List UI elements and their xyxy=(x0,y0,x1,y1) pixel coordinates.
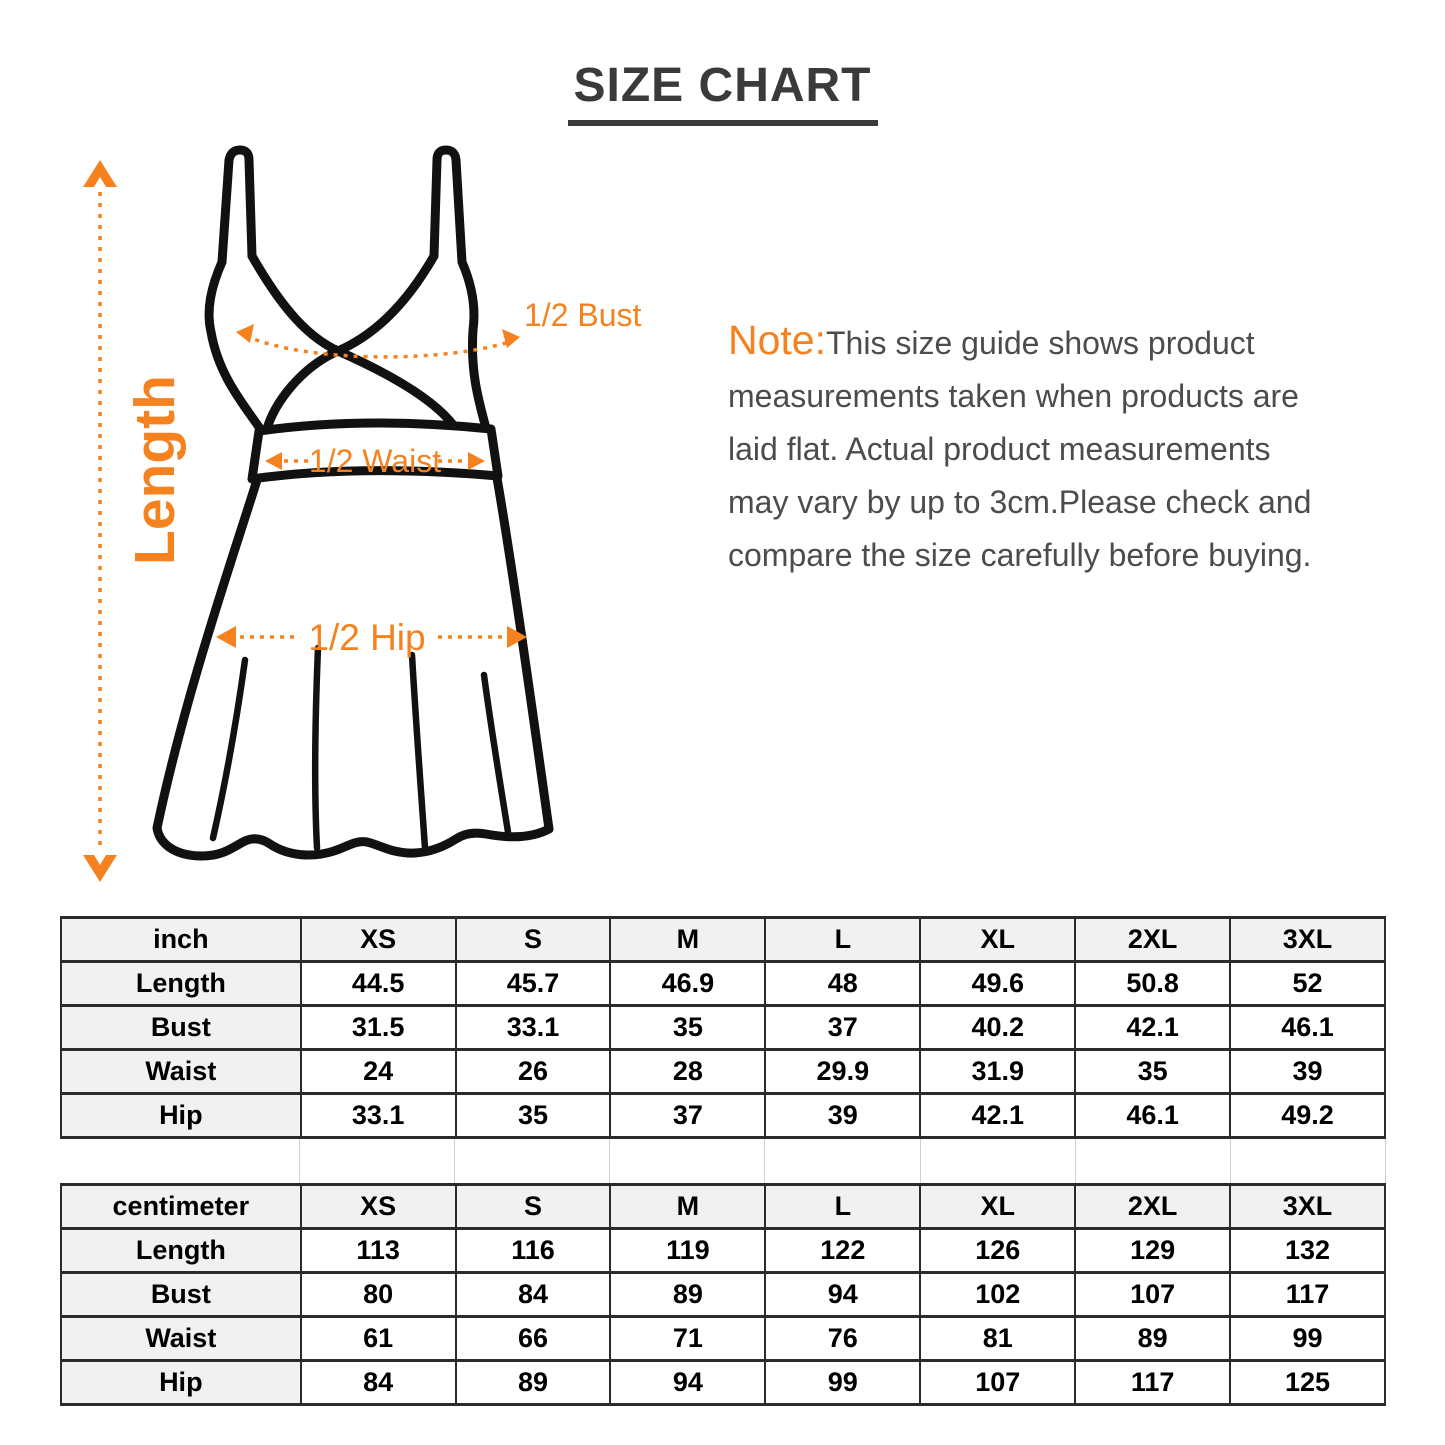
measurement-value: 40.2 xyxy=(920,1006,1075,1050)
row-label: Bust xyxy=(61,1006,301,1050)
measurement-value: 116 xyxy=(456,1229,611,1273)
measurement-value: 45.7 xyxy=(456,962,611,1006)
measurement-value: 35 xyxy=(610,1006,765,1050)
note-line xyxy=(728,314,1428,370)
measurement-value: 37 xyxy=(765,1006,920,1050)
measurement-value: 46.9 xyxy=(610,962,765,1006)
length-label: Length xyxy=(123,375,187,565)
length-arrow xyxy=(83,160,117,882)
size-tables xyxy=(60,916,1386,1406)
size-table-inch xyxy=(60,916,1386,1139)
dress-skirt-fill xyxy=(157,478,549,856)
measurement-row xyxy=(61,1361,1385,1405)
measurement-value: 39 xyxy=(765,1094,920,1138)
measurement-value: 39 xyxy=(1230,1050,1385,1094)
measurement-value: 44.5 xyxy=(301,962,456,1006)
measurement-value: 80 xyxy=(301,1273,456,1317)
arrow-right-icon xyxy=(502,329,520,348)
measurement-value: 76 xyxy=(765,1317,920,1361)
page-title: SIZE CHART xyxy=(568,58,878,126)
size-column-header: L xyxy=(765,918,920,962)
measurement-value: 84 xyxy=(456,1273,611,1317)
measurement-value: 28 xyxy=(610,1050,765,1094)
measurement-value: 37 xyxy=(610,1094,765,1138)
header-row xyxy=(61,1185,1385,1229)
measurement-value: 35 xyxy=(1075,1050,1230,1094)
measurement-value: 35 xyxy=(456,1094,611,1138)
size-column-header: 3XL xyxy=(1230,1185,1385,1229)
row-label: Hip xyxy=(61,1094,301,1138)
measurement-value: 81 xyxy=(920,1317,1075,1361)
size-column-header: 3XL xyxy=(1230,918,1385,962)
measurement-value: 31.9 xyxy=(920,1050,1075,1094)
row-label: Length xyxy=(61,1229,301,1273)
measurement-value: 24 xyxy=(301,1050,456,1094)
row-label: Bust xyxy=(61,1273,301,1317)
size-column-header: XL xyxy=(920,918,1075,962)
size-column-header: XL xyxy=(920,1185,1075,1229)
arrow-left-icon xyxy=(236,324,254,343)
row-label: Hip xyxy=(61,1361,301,1405)
measurement-value: 26 xyxy=(456,1050,611,1094)
measurement-value: 46.1 xyxy=(1230,1006,1385,1050)
dress-bodice-outline xyxy=(209,150,487,433)
measurement-row xyxy=(61,1006,1385,1050)
note-label: Note: xyxy=(728,317,826,363)
measurement-value: 84 xyxy=(301,1361,456,1405)
measurement-value: 99 xyxy=(765,1361,920,1405)
measurement-value: 89 xyxy=(456,1361,611,1405)
measurement-value: 113 xyxy=(301,1229,456,1273)
measurement-value: 122 xyxy=(765,1229,920,1273)
header-row xyxy=(61,918,1385,962)
measurement-value: 129 xyxy=(1075,1229,1230,1273)
hip-label: 1/2 Hip xyxy=(308,617,426,658)
note-line: measurements taken when products are xyxy=(728,378,1299,414)
measurement-row xyxy=(61,1317,1385,1361)
measurement-value: 126 xyxy=(920,1229,1075,1273)
size-column-header: M xyxy=(610,918,765,962)
note-line: laid flat. Actual product measurements xyxy=(728,431,1271,467)
measurement-value: 117 xyxy=(1230,1273,1385,1317)
measurement-value: 107 xyxy=(920,1361,1075,1405)
measurement-row xyxy=(61,1273,1385,1317)
measurement-value: 49.2 xyxy=(1230,1094,1385,1138)
measurement-value: 33.1 xyxy=(301,1094,456,1138)
measurement-value: 48 xyxy=(765,962,920,1006)
measurement-value: 107 xyxy=(1075,1273,1230,1317)
measurement-row xyxy=(61,962,1385,1006)
measurement-value: 102 xyxy=(920,1273,1075,1317)
size-column-header: 2XL xyxy=(1075,918,1230,962)
measurement-value: 42.1 xyxy=(1075,1006,1230,1050)
size-column-header: XS xyxy=(301,918,456,962)
size-column-header: 2XL xyxy=(1075,1185,1230,1229)
measurement-value: 50.8 xyxy=(1075,962,1230,1006)
measurement-value: 52 xyxy=(1230,962,1385,1006)
unit-label: centimeter xyxy=(61,1185,301,1229)
size-column-header: XS xyxy=(301,1185,456,1229)
measurement-row xyxy=(61,1229,1385,1273)
row-label: Waist xyxy=(61,1050,301,1094)
bust-label: 1/2 Bust xyxy=(524,297,642,333)
measurement-value: 117 xyxy=(1075,1361,1230,1405)
measurement-value: 132 xyxy=(1230,1229,1385,1273)
row-label: Length xyxy=(61,962,301,1006)
measurement-value: 61 xyxy=(301,1317,456,1361)
measurement-value: 49.6 xyxy=(920,962,1075,1006)
arrow-up-icon xyxy=(83,160,117,187)
measurement-value: 42.1 xyxy=(920,1094,1075,1138)
measurement-value: 99 xyxy=(1230,1317,1385,1361)
table-gap xyxy=(60,1139,1386,1183)
measurement-value: 94 xyxy=(765,1273,920,1317)
size-column-header: M xyxy=(610,1185,765,1229)
left-strap xyxy=(222,150,252,262)
measurement-value: 31.5 xyxy=(301,1006,456,1050)
measurement-value: 119 xyxy=(610,1229,765,1273)
measurement-value: 46.1 xyxy=(1075,1094,1230,1138)
wrap-neckline-right xyxy=(266,256,434,432)
row-label: Waist xyxy=(61,1317,301,1361)
note-line: may vary by up to 3cm.Please check and xyxy=(728,484,1312,520)
size-column-header: S xyxy=(456,1185,611,1229)
product-note xyxy=(728,314,1428,582)
size-column-header: L xyxy=(765,1185,920,1229)
dress-measurement-diagram xyxy=(60,140,680,900)
size-column-header: S xyxy=(456,918,611,962)
measurement-value: 66 xyxy=(456,1317,611,1361)
measurement-row xyxy=(61,1094,1385,1138)
right-strap xyxy=(434,150,462,262)
measurement-row xyxy=(61,1050,1385,1094)
note-line: compare the size carefully before buying. xyxy=(728,537,1312,573)
waist-label: 1/2 Waist xyxy=(308,443,442,479)
arrow-down-icon xyxy=(83,855,117,882)
unit-label: inch xyxy=(61,918,301,962)
left-side-seam xyxy=(209,262,263,433)
measurement-value: 29.9 xyxy=(765,1050,920,1094)
note-text: This size guide shows product xyxy=(826,325,1255,361)
measurement-value: 125 xyxy=(1230,1361,1385,1405)
size-table-centimeter xyxy=(60,1183,1386,1406)
measurement-value: 71 xyxy=(610,1317,765,1361)
measurement-value: 94 xyxy=(610,1361,765,1405)
measurement-value: 89 xyxy=(610,1273,765,1317)
measurement-value: 33.1 xyxy=(456,1006,611,1050)
measurement-value: 89 xyxy=(1075,1317,1230,1361)
